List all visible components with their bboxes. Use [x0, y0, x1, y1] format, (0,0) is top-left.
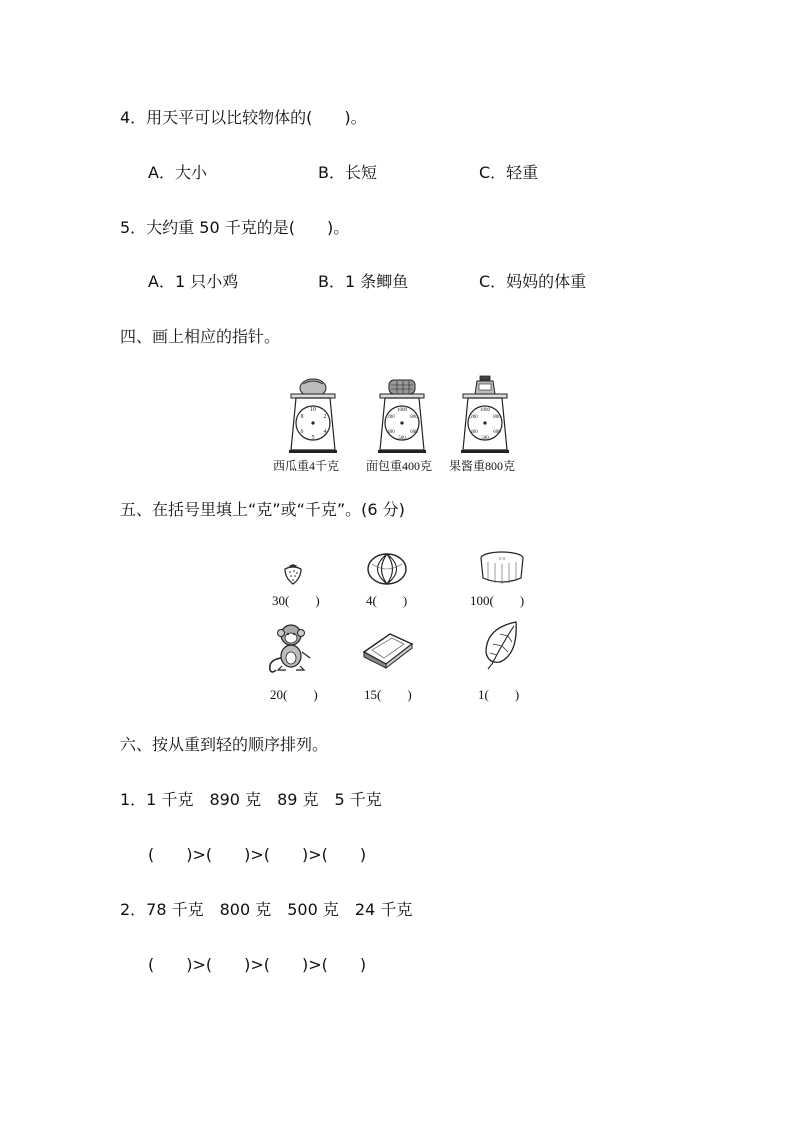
svg-text:ㅁㅁ: ㅁㅁ [498, 556, 506, 561]
blank-watermelon[interactable]: 4( ) [366, 593, 408, 608]
dial-number: 8 [300, 414, 304, 420]
kitchen-scale-bread-icon[interactable] [372, 376, 432, 454]
dial-number: 500 [398, 436, 406, 441]
blank-mooncake[interactable]: 100( ) [470, 593, 525, 608]
sort-answer-1[interactable]: ( )>( )>( )>( ) [148, 845, 367, 864]
monkey-icon [266, 622, 314, 674]
q5-option-a[interactable]: A．1 只小鸡 [148, 272, 239, 291]
scale-caption-bread: 面包重400克 [366, 459, 433, 473]
q5-option-c[interactable]: C．妈妈的体重 [479, 272, 587, 291]
section5-heading: 五、在括号里填上“克”或“千克”。(6 分) [120, 500, 405, 519]
leaf-icon [480, 620, 522, 670]
kitchen-scale-watermelon-icon[interactable] [283, 376, 343, 454]
blank-strawberry[interactable]: 30( ) [272, 593, 320, 608]
q4-option-a[interactable]: A．大小 [148, 163, 207, 182]
q5-stem: 5．大约重 50 千克的是( )。 [120, 218, 350, 237]
strawberry-icon [282, 560, 304, 586]
dial-number: 400 [387, 430, 395, 435]
dial-number: 1000 [480, 408, 490, 413]
dial-number: 600 [410, 430, 418, 435]
mooncake-icon [479, 550, 525, 586]
kitchen-scale-jam-icon[interactable] [455, 376, 515, 454]
dial-number: 5 [311, 435, 315, 441]
dial-number: 800 [410, 415, 418, 420]
dial-number: 200 [387, 415, 395, 420]
dial-number: 400 [470, 430, 478, 435]
blank-monkey[interactable]: 20( ) [270, 687, 318, 702]
sort-question-1: 1．1 千克 890 克 89 克 5 千克 [120, 790, 382, 809]
q4-option-c[interactable]: C．轻重 [479, 163, 539, 182]
scale-caption-watermelon: 西瓜重4千克 [273, 459, 340, 473]
watermelon-icon [366, 550, 408, 586]
dial-number: 600 [493, 430, 501, 435]
dial-number: 6 [300, 429, 304, 435]
scale-caption-jam: 果酱重800克 [449, 459, 516, 473]
section4-heading: 四、画上相应的指针。 [120, 327, 281, 346]
sort-answer-2[interactable]: ( )>( )>( )>( ) [148, 955, 367, 974]
section6-heading: 六、按从重到轻的顺序排列。 [120, 735, 329, 754]
blank-eraser[interactable]: 15( ) [364, 687, 412, 702]
sort-question-2: 2．78 千克 800 克 500 克 24 千克 [120, 900, 413, 919]
dial-number: 500 [481, 436, 489, 441]
dial-number: 4 [323, 429, 327, 435]
q5-option-b[interactable]: B．1 条鲫鱼 [318, 272, 409, 291]
dial-number: 10 [310, 407, 316, 413]
blank-leaf[interactable]: 1( ) [478, 687, 520, 702]
dial-number: 2 [323, 414, 327, 420]
q4-option-b[interactable]: B．长短 [318, 163, 377, 182]
eraser-icon [362, 630, 414, 668]
dial-number: 1000 [397, 408, 407, 413]
dial-number: 800 [493, 415, 501, 420]
q4-stem: 4．用天平可以比较物体的( )。 [120, 108, 367, 127]
dial-number: 200 [470, 415, 478, 420]
